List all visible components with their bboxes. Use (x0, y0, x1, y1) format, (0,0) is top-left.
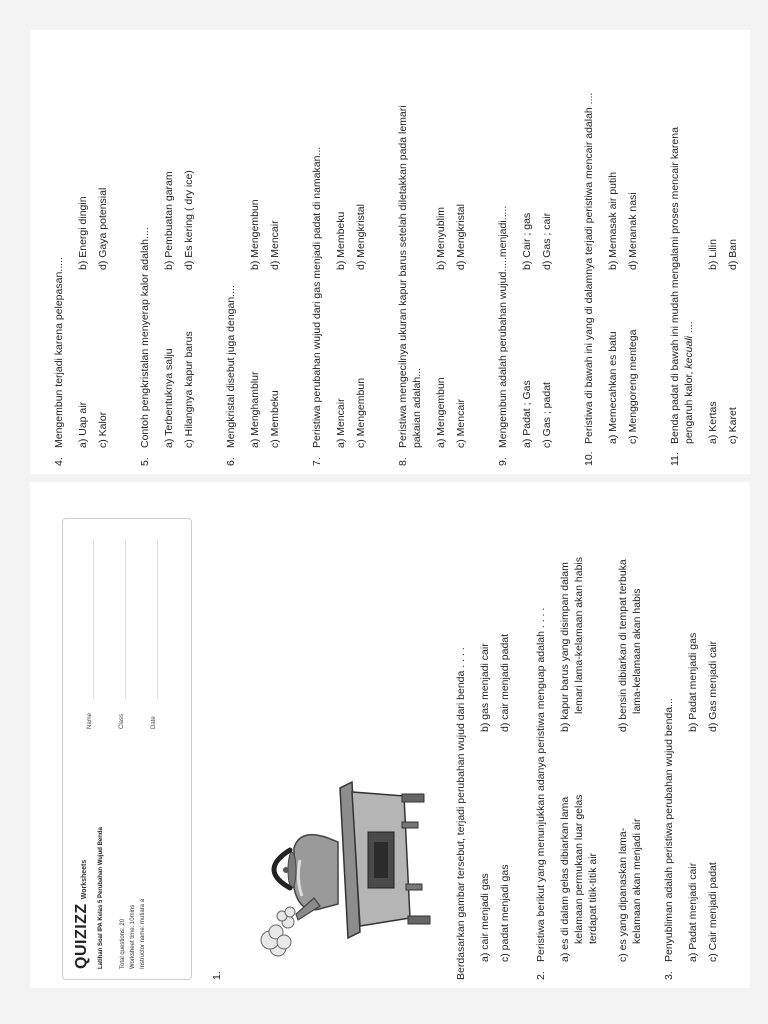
question-9-option-a[interactable]: a) Padat ; Gas (521, 380, 533, 448)
question-5-option-c[interactable]: c) Hilangnya kapur barus (183, 331, 195, 448)
quizizz-logo (73, 860, 91, 969)
question-7-option-c[interactable]: c) Mengembun (355, 377, 367, 448)
question-4-number: 4. (53, 457, 65, 466)
question-1-option-b[interactable]: b) gas menjadi cair (479, 643, 491, 732)
question-10-option-c[interactable]: c) Menggoreng mentega (627, 329, 639, 444)
question-3-option-a[interactable]: a) Padat menjadi cair (687, 862, 699, 962)
question-2-option-a[interactable] (558, 795, 600, 962)
question-6-option-a[interactable]: a) Menghamblur (249, 371, 261, 448)
kettle-illustration (228, 768, 438, 978)
question-2-stem: Peristiwa berikut yang menunjukkan adanya peristiwa menguap adalah . . . . (535, 607, 547, 962)
question-1-number: 1. (211, 971, 223, 980)
question-3-stem: Penyubliman adalah peristiwa perubahan wujud benda... (663, 698, 675, 962)
date-field[interactable] (157, 539, 158, 699)
question-10-stem: Peristiwa di bawah ini yang di dalamnya terjadi peristiwa mencair adalah .... (583, 92, 595, 444)
question-4-option-d[interactable]: d) Gaya potensial (97, 187, 109, 270)
question-5-option-b[interactable]: b) Pembuatan garam (163, 171, 175, 270)
class-label: Class (119, 713, 125, 729)
question-2-number: 2. (535, 971, 547, 980)
question-2-option-d-line-1: d) bensin dibiarkan di tempat terbuka (617, 559, 629, 732)
question-11-number: 11. (669, 452, 681, 466)
question-1-option-c[interactable]: c) padat menjadi gas (499, 864, 511, 962)
question-11-option-a[interactable]: a) Kertas (707, 401, 719, 444)
question-11-stem-prefix: pengaruh kalor, (683, 368, 695, 444)
question-5-option-d[interactable]: d) Es kering ( dry ice) (183, 170, 195, 270)
question-9-option-b[interactable]: b) Cair ; gas (521, 212, 533, 270)
question-6-option-d[interactable]: d) Mencair (269, 220, 281, 270)
question-8-option-a[interactable]: a) Mengembun (435, 377, 447, 448)
question-3-option-b[interactable]: b) Padat menjadi gas (687, 632, 699, 732)
question-9-option-d[interactable]: d) Gas ; cair (541, 212, 553, 270)
question-11-stem-line-1: Benda padat di bawah ini mudah mengalami proses mencair karena (669, 127, 681, 444)
question-10-option-b[interactable]: b) Memasak air putih (607, 171, 619, 270)
question-1-option-a[interactable]: a) cair menjadi gas (479, 873, 491, 962)
question-11-stem-suffix: .... (683, 321, 695, 336)
question-7-option-a[interactable]: a) Mencair (335, 398, 347, 448)
question-2-option-a-line-1: a) es di dalam gelas dibiarkan lama (559, 796, 571, 962)
instructor-name: Instructor name: mutiara a (140, 898, 146, 969)
question-2-option-a-line-2: kelamaan permukaan luar gelas (573, 794, 585, 944)
question-8-option-b[interactable]: b) Menyublim (435, 206, 447, 270)
question-1-option-d[interactable]: d) cair menjadi padat (499, 633, 511, 732)
question-8-option-c[interactable]: c) Mencair (455, 398, 467, 448)
question-3-number: 3. (663, 971, 675, 980)
question-10-option-a[interactable]: a) Memecahkan es batu (607, 331, 619, 444)
name-label: Name (87, 712, 93, 729)
question-2-option-c[interactable] (616, 819, 644, 963)
question-3-option-d[interactable]: d) Gas menjadi cair (707, 640, 719, 732)
question-9-stem: Mengembun adalah perubahan wujud.....menjadi..... (497, 205, 509, 448)
question-2-option-b[interactable] (558, 557, 586, 732)
question-11 (668, 36, 698, 466)
question-1-stem: Berdasarkan gambar tersebut, terjadi perubahan wujud dari benda . . . . (455, 647, 467, 980)
question-2-option-c-line-2: kelamaan akan menjadi air (631, 818, 643, 944)
name-field[interactable] (93, 539, 94, 699)
question-11-stem-line-2 (682, 321, 696, 444)
question-2-option-b-line-2: lemari lama-kelamaan akan habis (573, 557, 585, 714)
question-2-option-d-line-2: lama-kelamaan akan habis (631, 588, 643, 714)
question-3-option-c[interactable]: c) Cair menjadi padat (707, 862, 719, 962)
logo-suffix: Worksheets (81, 859, 88, 900)
question-4-option-b[interactable]: b) Energi dingin (77, 196, 89, 270)
question-8-stem-line-1: Peristiwa mengecilnya ukuran kapur barus setelah diletakkan pada lemari (397, 105, 409, 448)
logo-text: QUIZIZZ (73, 903, 90, 969)
question-8 (396, 36, 426, 466)
question-5-stem: Contoh pengkristalan menyerap kalor adalah.... (139, 227, 151, 448)
question-4-option-c[interactable]: c) Kalor (97, 411, 109, 448)
question-2-option-b-line-1: b) kapur barus yang disimpan dalam (559, 562, 571, 732)
question-6-option-c[interactable]: c) Membeku (269, 390, 281, 448)
question-11-option-c[interactable]: c) Karet (727, 407, 739, 444)
kettle-on-stove-image (228, 768, 438, 978)
date-label: Date (151, 716, 157, 729)
total-questions: Total questions: 20 (120, 918, 126, 969)
question-8-option-d[interactable]: d) Mengkristal (455, 204, 467, 270)
question-8-number: 8. (397, 457, 409, 466)
question-7-option-d[interactable]: d) Mengkristal (355, 204, 367, 270)
worksheet-page-1 (30, 482, 750, 988)
question-11-stem-emphasis: kecuali (683, 336, 695, 369)
question-2-option-a-line-3: terdapat titik-titik air (587, 852, 599, 944)
question-7-number: 7. (311, 457, 323, 466)
question-10-option-d[interactable]: d) Menanak nasi (627, 192, 639, 270)
question-5-number: 5. (139, 457, 151, 466)
question-9-number: 9. (497, 457, 509, 466)
class-field[interactable] (125, 539, 126, 699)
quiz-title: Latihan Soal IPA Kelas 5 Perubahan Wujud Benda (98, 827, 104, 969)
question-6-option-b[interactable]: b) Mengembun (249, 199, 261, 270)
question-7-option-b[interactable]: b) Membeku (335, 211, 347, 270)
question-6-stem: Mengkristal disebut juga dengan.... (225, 285, 237, 448)
question-4-stem: Mengembun terjadi karena pelepasan..... (53, 257, 65, 448)
question-10-number: 10. (583, 451, 595, 466)
worksheet-page-2 (30, 30, 750, 474)
question-2-option-c-line-1: c) es yang dipanaskan lama- (617, 827, 629, 962)
question-7-stem: Peristiwa perubahan wujud dari gas menjadi padat di namakan... (311, 146, 323, 448)
question-6-number: 6. (225, 457, 237, 466)
question-8-stem-line-2: pakaian adalah... (411, 368, 423, 448)
worksheet-header (62, 518, 192, 980)
question-11-option-d[interactable]: d) Ban (727, 239, 739, 270)
question-11-option-b[interactable]: b) Lilin (707, 239, 719, 270)
worksheet-time: Worksheet time: 10mins (130, 904, 136, 969)
question-9-option-c[interactable]: c) Gas ; padat (541, 382, 553, 448)
question-2-option-d[interactable] (616, 559, 644, 732)
question-4-option-a[interactable]: a) Uap air (77, 401, 89, 448)
page-2-content (50, 30, 768, 474)
question-5-option-a[interactable]: a) Terbentuknya salju (163, 348, 175, 448)
page-1-content (50, 482, 768, 988)
